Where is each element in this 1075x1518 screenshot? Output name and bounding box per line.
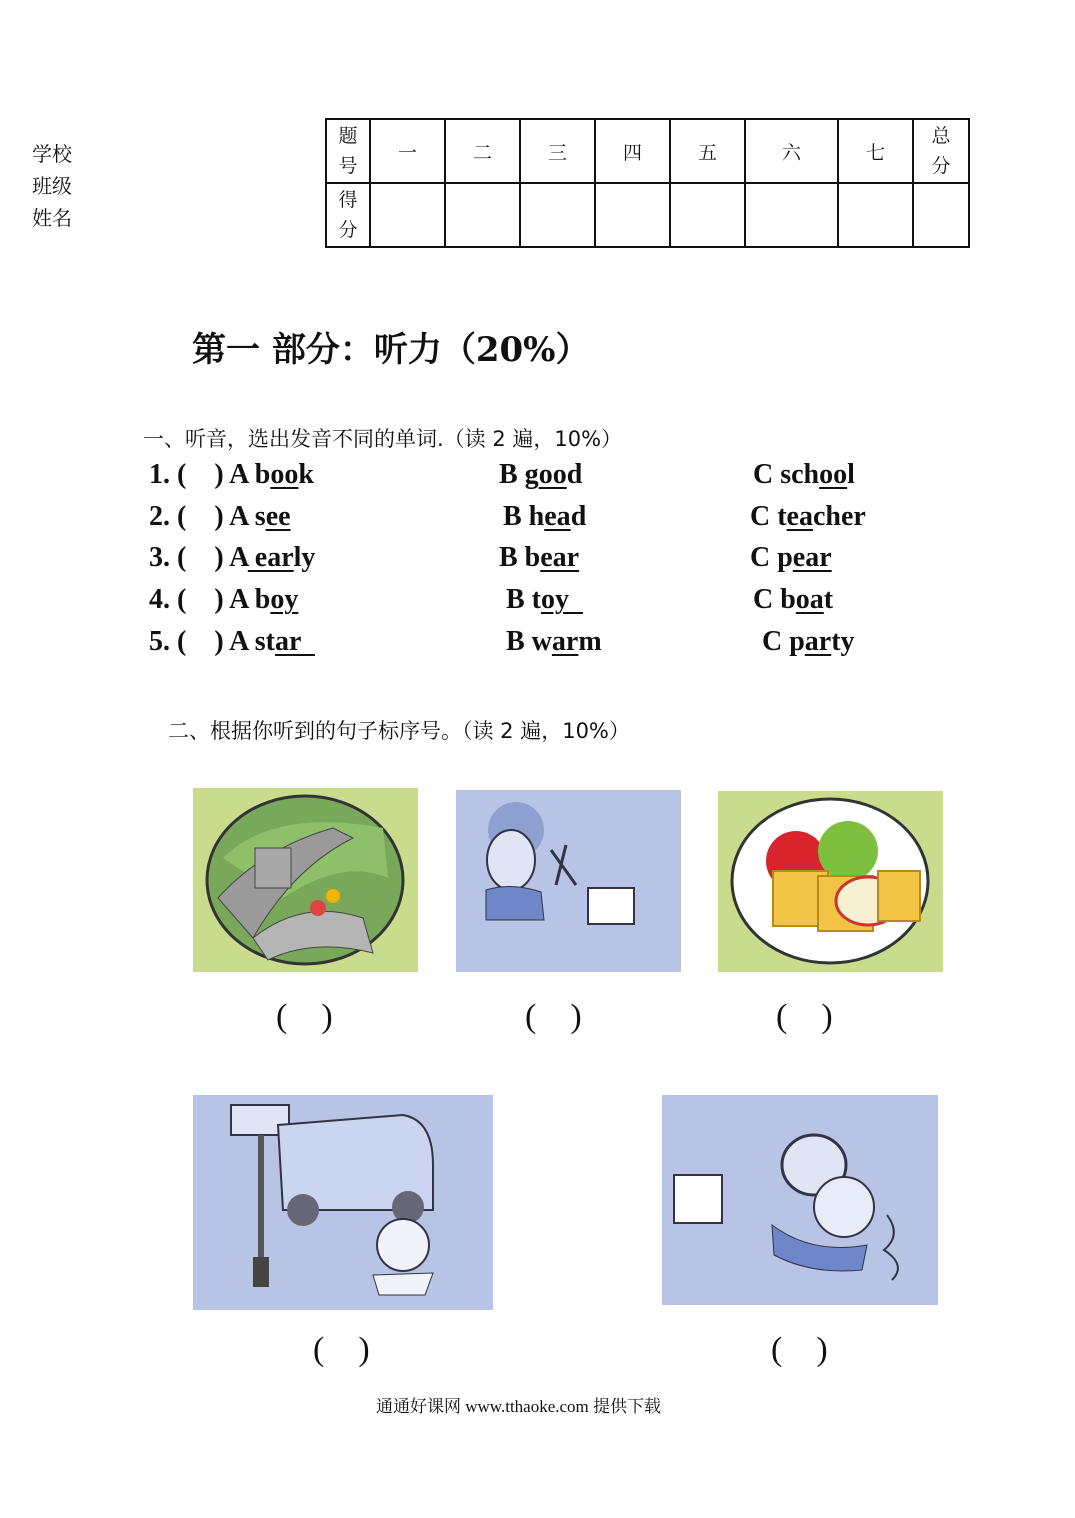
question-4-option-b (506, 584, 583, 616)
word-part: 4. ( ) (149, 584, 230, 615)
part-title: 第一 部分：听力（20%） (192, 330, 590, 370)
word-part: A b (229, 584, 271, 615)
question-3-option-c (750, 542, 832, 574)
underlined-letters: ar (804, 626, 832, 657)
answer-paren-2[interactable]: ( ) (525, 998, 582, 1035)
question-1-option-a (149, 459, 314, 491)
bus-girl-picture (193, 1095, 493, 1310)
word-part: 1. ( ) (149, 459, 230, 490)
underlined-letters: ea (544, 501, 571, 532)
word-part: ly (293, 542, 316, 573)
question-4-option-c (753, 584, 833, 616)
underlined-letters: ear (247, 542, 294, 573)
column-3: 三 (520, 119, 595, 183)
question-number-label: 题 号 (326, 119, 370, 183)
score-table (325, 118, 970, 248)
word-part: B t (506, 584, 541, 615)
word-part: k (298, 459, 314, 490)
column-4: 四 (595, 119, 670, 183)
score-cell[interactable] (838, 183, 913, 247)
food-picture (718, 791, 943, 972)
word-part: B g (499, 459, 539, 490)
footer: 通通好课网 www.tthaoke.com 提供下载 (376, 1397, 662, 1416)
answer-paren-4[interactable]: ( ) (313, 1331, 370, 1368)
name-label: 姓名 (32, 206, 72, 230)
underlined-letters: oy (270, 584, 299, 615)
word-part: A (229, 542, 248, 573)
question-3-option-b (499, 542, 579, 574)
word-part: C p (750, 542, 793, 573)
score-cell[interactable] (745, 183, 838, 247)
underlined-letters: oo (819, 459, 848, 490)
word-part: l (847, 459, 855, 490)
score-table-header-row (326, 119, 969, 183)
great-wall-picture (193, 788, 418, 972)
underlined-letters: oa (795, 584, 824, 615)
word-part: cher (812, 501, 866, 532)
score-cell[interactable] (520, 183, 595, 247)
underlined-letters: ee (265, 501, 291, 532)
word-part: C t (750, 501, 787, 532)
underlined-letters: ar (275, 626, 315, 657)
question-1-option-c (753, 459, 855, 491)
word-part: 5. ( ) (149, 626, 230, 657)
column-7: 七 (838, 119, 913, 183)
student-info (32, 138, 72, 234)
class-label: 班级 (32, 174, 72, 198)
answer-paren-5[interactable]: ( ) (771, 1331, 828, 1368)
word-part: C p (762, 626, 805, 657)
school-label: 学校 (32, 142, 72, 166)
score-cell[interactable] (913, 183, 969, 247)
word-part: A b (229, 459, 271, 490)
word-part: C b (753, 584, 796, 615)
underlined-letters: oo (538, 459, 567, 490)
word-part: A s (229, 501, 266, 532)
column-5: 五 (670, 119, 745, 183)
word-part: B b (499, 542, 541, 573)
word-part: B h (503, 501, 545, 532)
word-part: d (570, 501, 587, 532)
underlined-letters: oy (541, 584, 583, 615)
word-part: d (566, 459, 583, 490)
score-cell[interactable] (370, 183, 445, 247)
question-5-option-a (149, 626, 315, 658)
question-5-option-c (762, 626, 855, 658)
score-cell[interactable] (445, 183, 520, 247)
word-part: 3. ( ) (149, 542, 230, 573)
column-1: 一 (370, 119, 445, 183)
score-cell[interactable] (595, 183, 670, 247)
score-table-score-row (326, 183, 969, 247)
question-2-option-c (750, 501, 866, 533)
section1-title: 一、听音，选出发音不同的单词.（读 2 遍，10%） (143, 427, 623, 451)
word-part: t (823, 584, 834, 615)
underlined-letters: ear (792, 542, 832, 573)
underlined-letters: ear (540, 542, 580, 573)
section2-title: 二、根据你听到的句子标序号。（读 2 遍，10%） (168, 719, 630, 743)
column-6: 六 (745, 119, 838, 183)
question-2-option-b (503, 501, 586, 533)
score-label: 得 分 (326, 183, 370, 247)
answer-paren-3[interactable]: ( ) (776, 998, 833, 1035)
answer-paren-1[interactable]: ( ) (276, 998, 333, 1035)
question-5-option-b (506, 626, 602, 658)
question-2-option-a (149, 501, 291, 533)
word-part: m (578, 626, 602, 657)
word-part: 2. ( ) (149, 501, 230, 532)
question-3-option-a (149, 542, 315, 574)
word-part: C sch (753, 459, 820, 490)
question-4-option-a (149, 584, 298, 616)
boy-scissors-picture (456, 790, 681, 972)
column-2: 二 (445, 119, 520, 183)
underlined-letters: oo (270, 459, 299, 490)
word-part: ty (831, 626, 855, 657)
underlined-letters: ea (786, 501, 813, 532)
question-1-option-b (499, 459, 582, 491)
word-part: B w (506, 626, 552, 657)
boy-falling-picture (662, 1095, 938, 1305)
underlined-letters: ar (551, 626, 579, 657)
score-cell[interactable] (670, 183, 745, 247)
total-label: 总 分 (913, 119, 969, 183)
word-part: A st (229, 626, 276, 657)
